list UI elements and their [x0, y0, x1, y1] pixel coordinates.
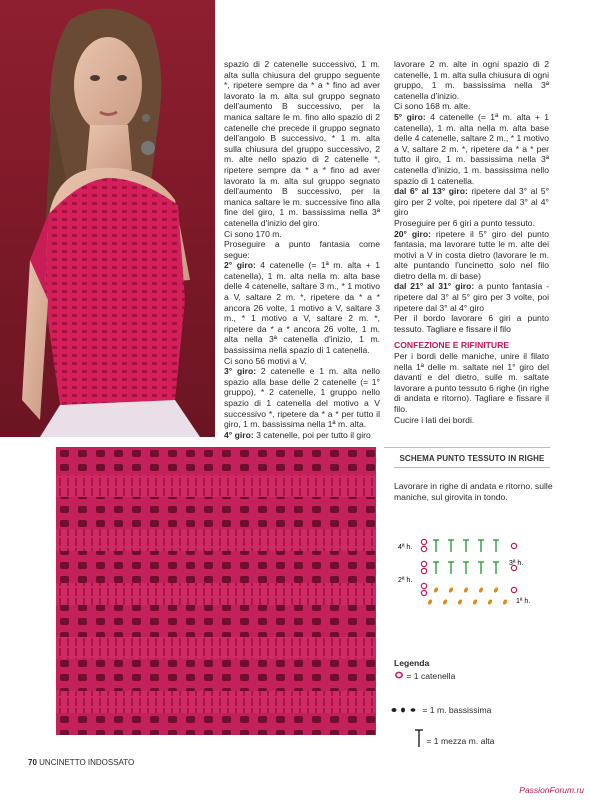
- row-heading: 20° giro:: [394, 228, 432, 239]
- row-label-3: 3ª h.: [509, 560, 524, 567]
- row-text: 2 catenelle e 1 m. alta nello spazio alla base delle 2 catenelle (= 1° gruppo), * 2 catenelle, 1 gruppo nello spazio di 1 catenella del motivo a V successivo *, ripetere da * a * per tutto il giro, 1 m. bassissima nella 1ª m. alta.: [224, 366, 380, 430]
- legend-item-slip: [390, 704, 491, 715]
- slip-stitch: [427, 599, 433, 606]
- paragraph: Per i bordi delle maniche, unire il filato nella 1ª delle m. saltate nel 1° giro del davanti e del dietro, sulle m. saltate lavorare a punto tessuto 6 righe (in righe di andata e ritorno). Tagliare e fissare il filo.: [394, 351, 549, 414]
- text-column-2: [394, 59, 549, 425]
- slip-stitch: [478, 587, 484, 594]
- row-label-2: 2ª h.: [398, 577, 413, 584]
- legend: [394, 658, 554, 746]
- magazine-name: UNCINETTO INDOSSATO: [39, 758, 135, 767]
- paragraph: [394, 186, 549, 218]
- slip-stitch: [448, 587, 454, 594]
- legend-title: Legenda: [394, 658, 430, 668]
- slip-stitch: [442, 599, 448, 606]
- half-double-symbol-icon: [414, 728, 424, 748]
- paragraph: [394, 112, 549, 186]
- legend-item-hdc: [414, 728, 494, 748]
- paragraph: Ci sono 170 m.: [224, 228, 282, 239]
- chain-stitch: [421, 590, 426, 595]
- paragraph: lavorare 2 m. alte in ogni spazio di 2 catenelle, 1 m. alta sulla chiusura di ogni gruppo, 1 m. bassissima nella 3ª catenella d'inizio.: [394, 59, 549, 101]
- chart-marks: [421, 539, 516, 605]
- page-number: 70: [28, 758, 37, 767]
- paragraph: Proseguire a punto fantasia come segue:: [224, 239, 380, 260]
- paragraph: [394, 281, 549, 313]
- row-heading: dal 6° al 13° giro:: [394, 186, 468, 197]
- chain-stitch: [511, 543, 516, 548]
- slip-stitch: [502, 599, 508, 606]
- chain-stitch: [421, 546, 426, 551]
- chain-stitch: [421, 561, 426, 566]
- slip-stitch: [463, 587, 469, 594]
- paragraph: [224, 366, 380, 430]
- legend-item-chain: [394, 670, 455, 681]
- row-heading: 5° giro:: [394, 111, 426, 122]
- paragraph: Ci sono 168 m. alte.: [394, 101, 471, 112]
- model-photo: [0, 0, 215, 437]
- row-text: 4 catenelle (= 1ª m. alta + 1 catenella), 1 m. alta nella m. alta base delle 4 catenelle, saltare 3 m., * 1 motivo a V, saltare 2 m. *, ripetere da * a * ancora 26 volte, 1 motivo a V, saltare 3 m., * 1 motivo a V, saltare 2 m. *, ripetere da * a * ancora 26 volte, 1 m. alta nella 3ª catenella d'inizio, 1 m. bassissima nella spazio di 1 catenella.: [224, 260, 380, 356]
- stitch-chart: [396, 532, 546, 612]
- chain-symbol-icon: [394, 670, 404, 680]
- page-footer: [28, 758, 134, 767]
- schema-divider: [384, 447, 550, 448]
- section-title: CONFEZIONE E RIFINITURE: [394, 340, 510, 351]
- row-text: 4 catenelle (= 1ª m. alta + 1 catenella), 1 m. alta nella m. alta base delle 4 catenelle, saltare 2 m., * 1 motivo a V, saltare 2 m. *, ripetere da * a * per tutto il giro, 1 m. bassissima nella 3ª catenella d'inizio, 1 m. bassissima nello spazio di 1 catenella.: [394, 111, 549, 186]
- chain-stitch: [421, 539, 426, 544]
- row-heading: 3° giro:: [224, 366, 257, 377]
- slip-stitch: [493, 587, 499, 594]
- schema-title: SCHEMA PUNTO TESSUTO IN RIGHE: [394, 454, 550, 468]
- row-text: ripetere dal 3° al 5° giro per 2 volte, poi ripetere dal 3° al 4° giro: [394, 186, 549, 218]
- row-heading: dal 21° al 31° giro:: [394, 281, 475, 292]
- legend-text: = 1 catenella: [406, 671, 456, 681]
- slip-stitch-symbol-icon: [390, 704, 420, 714]
- model-illustration: [0, 0, 215, 437]
- chain-stitch: [421, 568, 426, 573]
- paragraph: spazio di 2 catenelle successivo, 1 m. alta sulla chiusura del gruppo seguente *, ripetere sempre da * a * fino ad aver lavorato la m. alta sul gruppo segnato dell'aumento B successivo, per la manica saltare le m. fino allo spazio di 2 catenelle che precede il gruppo segnato dell'angolo B successivo, * 1 m. alta sulla chiusura del gruppo successivo, 2 m. alte nello spazio di 2 catenelle *, ripetere sempre da * a * fino ad aver lavorato la m. alta sul gruppo segnato dell'aumento B successivo, per la manica saltare le m. successive fino alla fine del giro, 1 m. bassissima nella 3ª catenella d'inizio del giro.: [224, 59, 380, 228]
- chain-stitch: [421, 583, 426, 588]
- row-label-4: 4ª h.: [398, 544, 413, 551]
- swatch-texture: [56, 447, 376, 735]
- paragraph: Cucire i lati dei bordi.: [394, 414, 475, 425]
- paragraph: Per il bordo lavorare 6 giri a punto tessuto. Tagliare e fissare il filo: [394, 313, 549, 334]
- legend-text: = 1 m. bassissima: [422, 705, 492, 715]
- slip-stitch: [433, 587, 439, 594]
- text-column-1: [224, 59, 380, 440]
- slip-stitch: [472, 599, 478, 606]
- paragraph: [394, 229, 549, 282]
- row-text: 3 catenelle, poi per tutto il giro: [253, 429, 371, 440]
- paragraph: Proseguire per 6 giri a punto tessuto.: [394, 217, 535, 228]
- row-text: ripetere il 5° giro del punto fantasia, ma lavorare tutte le m. alte dei motivi a V in costa dietro (lavorare le m. alte puntando l'uncinetto solo nel filo dietro della m. di base): [394, 228, 549, 281]
- paragraph: [224, 260, 380, 355]
- row-label-1: 1ª h.: [516, 598, 531, 605]
- crochet-swatch-photo: [56, 447, 376, 735]
- chain-stitch: [511, 587, 516, 592]
- stitch-diagram: [396, 532, 546, 612]
- legend-text: = 1 mezza m. alta: [426, 736, 495, 746]
- paragraph: Ci sono 56 motivi a V.: [224, 355, 307, 366]
- row-heading: 2° giro:: [224, 260, 256, 271]
- row-heading: 4° giro:: [224, 429, 254, 440]
- row-text: a punto fantasia - ripetere dal 3° al 5° giro per 3 volte, poi ripetere dal 3° al 4° giro: [394, 281, 550, 313]
- schema-description: Lavorare in righe di andata e ritorno. sulle maniche, sul girovita in tondo.: [394, 481, 553, 502]
- paragraph: [224, 430, 380, 441]
- slip-stitch: [457, 599, 463, 606]
- slip-stitch: [487, 599, 493, 606]
- watermark: PassionForum.ru: [519, 785, 584, 795]
